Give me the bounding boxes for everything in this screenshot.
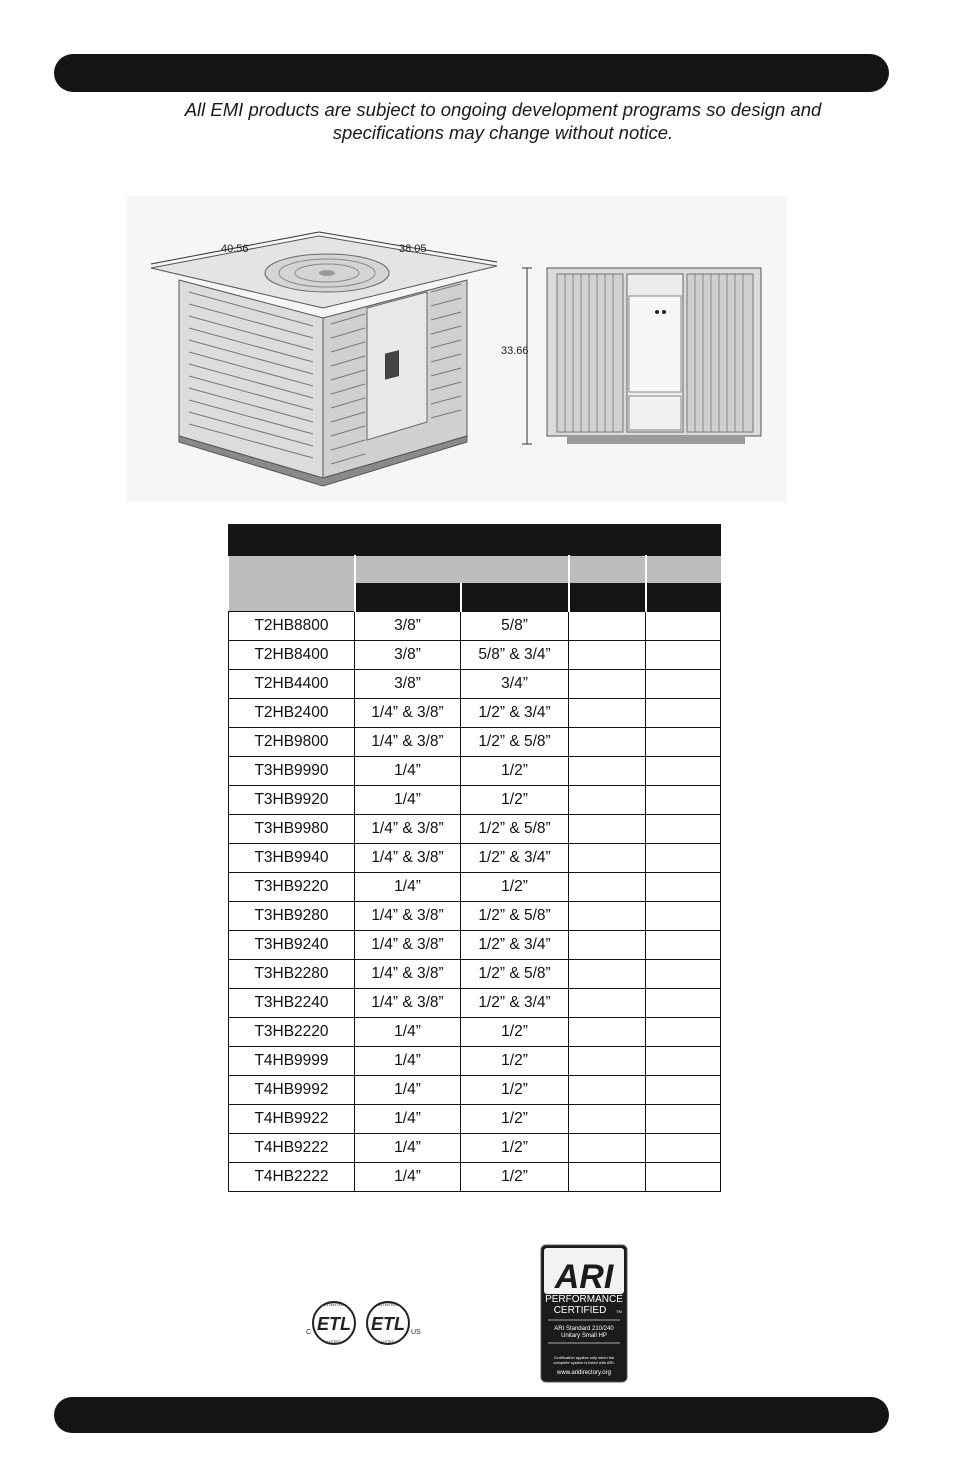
line-size-1-cell: 1/4” & 3/8” <box>355 699 461 728</box>
table-row <box>229 902 721 931</box>
line-size-1-cell: 1/4” & 3/8” <box>355 989 461 1018</box>
table-row <box>229 873 721 902</box>
line-size-2-cell: 1/2” <box>461 873 569 902</box>
table-row <box>229 641 721 670</box>
isometric-unit-drawing <box>151 232 497 486</box>
disclaimer-text <box>100 98 906 144</box>
empty-cell-5 <box>646 670 721 699</box>
table-row <box>229 757 721 786</box>
line-size-1-cell: 1/4” <box>355 1047 461 1076</box>
line-size-group-header <box>355 556 569 584</box>
line-size-2-cell: 1/2” <box>461 1076 569 1105</box>
line-size-2-cell: 1/2” <box>461 1134 569 1163</box>
empty-cell-5 <box>646 1076 721 1105</box>
model-header-cell <box>229 556 355 612</box>
model-cell: T2HB2400 <box>229 699 355 728</box>
table-group-header-row <box>229 556 721 584</box>
line-size-2-cell: 5/8” & 3/4” <box>461 641 569 670</box>
svg-text:ETL: ETL <box>317 1314 351 1334</box>
top-header-bar <box>54 54 889 92</box>
line-size-1-cell: 1/4” & 3/8” <box>355 728 461 757</box>
line-size-2-cell: 1/2” <box>461 757 569 786</box>
unit-dimension-diagram <box>127 196 787 502</box>
empty-cell-4 <box>569 989 646 1018</box>
etl-listed-logos <box>298 1296 430 1350</box>
line-size-1-cell: 3/8” <box>355 612 461 641</box>
table-row <box>229 989 721 1018</box>
disclaimer-line-2: specifications may change without notice. <box>332 122 674 143</box>
model-cell: T2HB8800 <box>229 612 355 641</box>
empty-cell-4 <box>569 931 646 960</box>
line-size-2-cell: 1/2” & 3/4” <box>461 931 569 960</box>
height-dimension-label: 33.66 <box>501 345 529 357</box>
empty-cell-4 <box>569 873 646 902</box>
etl-logo-right <box>367 1302 421 1344</box>
line-size-1-cell: 1/4” <box>355 1163 461 1192</box>
ari-performance-certified-badge <box>540 1244 628 1383</box>
line-size-2-cell: 3/4” <box>461 670 569 699</box>
model-cell: T2HB4400 <box>229 670 355 699</box>
ari-line1: PERFORMANCE <box>545 1294 623 1305</box>
empty-cell-5 <box>646 844 721 873</box>
line-size-1-cell: 1/4” & 3/8” <box>355 931 461 960</box>
model-cell: T3HB9990 <box>229 757 355 786</box>
table-row <box>229 1018 721 1047</box>
empty-cell-5 <box>646 612 721 641</box>
model-cell: T3HB2280 <box>229 960 355 989</box>
empty-cell-5 <box>646 815 721 844</box>
model-spec-table <box>228 524 721 1192</box>
model-cell: T4HB9222 <box>229 1134 355 1163</box>
model-cell: T4HB2222 <box>229 1163 355 1192</box>
empty-cell-5 <box>646 873 721 902</box>
model-cell: T3HB9220 <box>229 873 355 902</box>
table-row <box>229 1134 721 1163</box>
depth-dimension-label: 38.05 <box>399 243 427 255</box>
table-row <box>229 1047 721 1076</box>
ari-note-line1: Certification applies only when the <box>553 1355 615 1360</box>
table-row <box>229 844 721 873</box>
line-size-1-cell: 1/4” <box>355 1105 461 1134</box>
col4-group-header <box>569 556 646 584</box>
empty-cell-4 <box>569 670 646 699</box>
line-size-1-cell: 1/4” <box>355 1134 461 1163</box>
svg-text:LISTED: LISTED <box>380 1339 396 1344</box>
empty-cell-4 <box>569 612 646 641</box>
empty-cell-4 <box>569 757 646 786</box>
empty-cell-4 <box>569 844 646 873</box>
empty-cell-4 <box>569 728 646 757</box>
empty-cell-4 <box>569 815 646 844</box>
empty-cell-5 <box>646 960 721 989</box>
bottom-footer-bar <box>54 1397 889 1433</box>
model-cell: T4HB9999 <box>229 1047 355 1076</box>
table-row <box>229 1163 721 1192</box>
line-size-2-cell: 1/2” <box>461 786 569 815</box>
line-size-2-cell: 1/2” <box>461 1047 569 1076</box>
ari-url: www.aridirectory.org <box>557 1370 611 1376</box>
empty-cell-4 <box>569 1134 646 1163</box>
line-size-2-cell: 1/2” & 5/8” <box>461 815 569 844</box>
model-cell: T3HB9980 <box>229 815 355 844</box>
empty-cell-5 <box>646 989 721 1018</box>
empty-cell-5 <box>646 757 721 786</box>
table-row <box>229 1105 721 1134</box>
model-cell: T2HB8400 <box>229 641 355 670</box>
line-size-2-cell: 1/2” & 5/8” <box>461 728 569 757</box>
table-row <box>229 931 721 960</box>
line-size-1-cell: 1/4” <box>355 1076 461 1105</box>
table-row <box>229 670 721 699</box>
table-title-row <box>229 525 721 556</box>
empty-cell-4 <box>569 699 646 728</box>
model-cell: T3HB9940 <box>229 844 355 873</box>
col2-sub-header <box>461 583 569 612</box>
line-size-1-cell: 1/4” & 3/8” <box>355 815 461 844</box>
line-size-1-cell: 1/4” & 3/8” <box>355 902 461 931</box>
ari-logo-text: ARI <box>554 1258 614 1296</box>
empty-cell-5 <box>646 699 721 728</box>
empty-cell-5 <box>646 931 721 960</box>
svg-text:LISTED: LISTED <box>326 1339 342 1344</box>
svg-text:INTERTEK: INTERTEK <box>324 1302 344 1307</box>
empty-cell-4 <box>569 1163 646 1192</box>
table-row <box>229 1076 721 1105</box>
disclaimer-line-1: All EMI products are subject to ongoing development programs so design and <box>184 99 822 120</box>
empty-cell-4 <box>569 960 646 989</box>
empty-cell-5 <box>646 1134 721 1163</box>
line-size-1-cell: 1/4” <box>355 1018 461 1047</box>
empty-cell-5 <box>646 786 721 815</box>
model-cell: T4HB9922 <box>229 1105 355 1134</box>
svg-text:C: C <box>306 1329 312 1336</box>
ari-tm: TM <box>616 1309 622 1314</box>
empty-cell-5 <box>646 1163 721 1192</box>
table-title-cell <box>229 525 721 556</box>
table-row <box>229 612 721 641</box>
svg-text:INTERTEK: INTERTEK <box>378 1302 398 1307</box>
ari-line2: CERTIFIED <box>553 1305 607 1316</box>
svg-text:ETL: ETL <box>371 1314 405 1334</box>
empty-cell-4 <box>569 902 646 931</box>
line-size-2-cell: 1/2” <box>461 1105 569 1134</box>
width-dimension-label: 40.56 <box>221 243 249 255</box>
model-cell: T3HB2240 <box>229 989 355 1018</box>
line-size-2-cell: 1/2” & 3/4” <box>461 699 569 728</box>
empty-cell-4 <box>569 1076 646 1105</box>
line-size-1-cell: 1/4” <box>355 757 461 786</box>
empty-cell-4 <box>569 1105 646 1134</box>
col4-sub-header <box>569 583 646 612</box>
line-size-2-cell: 1/2” <box>461 1163 569 1192</box>
empty-cell-5 <box>646 641 721 670</box>
svg-text:US: US <box>411 1329 421 1336</box>
empty-cell-5 <box>646 1047 721 1076</box>
empty-cell-4 <box>569 641 646 670</box>
line-size-1-cell: 1/4” & 3/8” <box>355 960 461 989</box>
table-row <box>229 815 721 844</box>
col5-group-header <box>646 556 721 584</box>
model-cell: T4HB9992 <box>229 1076 355 1105</box>
empty-cell-5 <box>646 728 721 757</box>
empty-cell-5 <box>646 902 721 931</box>
line-size-1-cell: 3/8” <box>355 670 461 699</box>
ari-standard-line2: Unitary Small HP <box>561 1333 607 1339</box>
ari-standard-line1: ARI Standard 210/240 <box>554 1326 614 1332</box>
line-size-2-cell: 1/2” & 5/8” <box>461 960 569 989</box>
etl-logo-left <box>306 1302 355 1344</box>
model-cell: T3HB9280 <box>229 902 355 931</box>
table-row <box>229 786 721 815</box>
col5-sub-header <box>646 583 721 612</box>
empty-cell-4 <box>569 1018 646 1047</box>
model-cell: T3HB9920 <box>229 786 355 815</box>
line-size-1-cell: 3/8” <box>355 641 461 670</box>
table-row <box>229 728 721 757</box>
line-size-1-cell: 1/4” <box>355 873 461 902</box>
empty-cell-5 <box>646 1018 721 1047</box>
line-size-2-cell: 1/2” & 3/4” <box>461 844 569 873</box>
model-cell: T3HB9240 <box>229 931 355 960</box>
line-size-2-cell: 1/2” & 5/8” <box>461 902 569 931</box>
line-size-2-cell: 1/2” <box>461 1018 569 1047</box>
table-row <box>229 960 721 989</box>
model-cell: T2HB9800 <box>229 728 355 757</box>
line-size-2-cell: 1/2” & 3/4” <box>461 989 569 1018</box>
ari-note-line2: complete system is listed with ARI. <box>553 1360 615 1365</box>
line-size-1-cell: 1/4” <box>355 786 461 815</box>
empty-cell-5 <box>646 1105 721 1134</box>
line-size-2-cell: 5/8” <box>461 612 569 641</box>
empty-cell-4 <box>569 1047 646 1076</box>
empty-cell-4 <box>569 786 646 815</box>
table-row <box>229 699 721 728</box>
col1-sub-header <box>355 583 461 612</box>
model-cell: T3HB2220 <box>229 1018 355 1047</box>
line-size-1-cell: 1/4” & 3/8” <box>355 844 461 873</box>
